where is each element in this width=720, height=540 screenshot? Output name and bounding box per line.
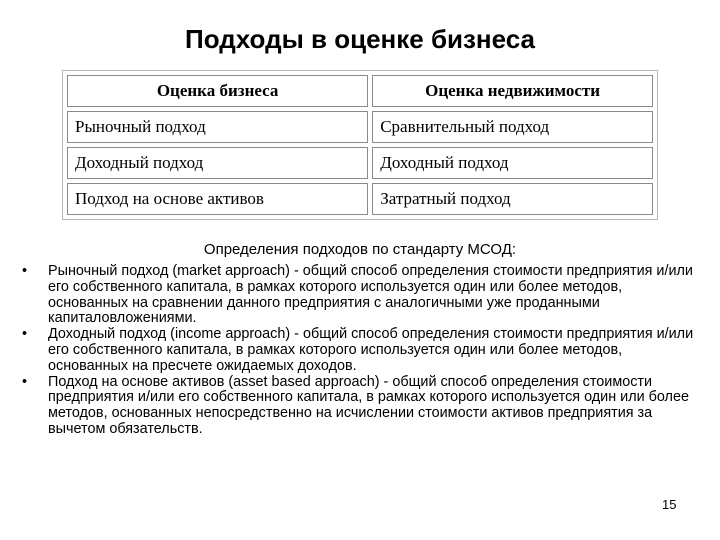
definition-market-approach: Рыночный подход (market approach) - общий способ определения стоимости предприятия и/или его собственного капитала, в рамках которого используется один или более методов, основанных на сравнении данного предприятия с аналогичными уже проданными капиталовложениями. — [48, 263, 693, 327]
bullet-icon: • — [22, 326, 28, 343]
table-cell: Доходный подход — [372, 147, 653, 179]
table-cell: Доходный подход — [67, 147, 368, 179]
approaches-table — [62, 70, 658, 220]
list-item — [22, 327, 702, 374]
bullet-icon: • — [22, 263, 28, 279]
table-cell: Подход на основе активов — [67, 183, 368, 215]
definitions-list — [22, 264, 702, 438]
list-item — [22, 375, 702, 438]
definition-asset-approach: Подход на основе активов (asset based approach) - общий способ определения стоимости предприятия и/или его собственного капитала, в рамках которого используется один или более методов, основанных непосредственно на исчислении стоимости активов предприятия за вычетом обязательств. — [48, 373, 689, 437]
table-row — [67, 183, 653, 215]
slide-title: Подходы в оценке бизнеса — [185, 24, 535, 54]
list-item — [22, 264, 702, 327]
bullet-icon: • — [22, 373, 28, 390]
definitions-subtitle: Определения подходов по стандарту МСОД: — [203, 241, 517, 258]
table-cell: Сравнительный подход — [372, 111, 653, 143]
table-row — [67, 147, 653, 179]
definition-income-approach: Доходный подход (income approach) - общий способ определения стоимости предприятия и/или его собственного капитала, в рамках которого используется один или более методов, основанных на пресчете ожидаемых доходов. — [48, 326, 694, 374]
page-number: 15 — [662, 497, 677, 512]
header-business-valuation: Оценка бизнеса — [67, 75, 368, 107]
table-header-row — [67, 75, 653, 107]
header-real-estate-valuation: Оценка недвижимости — [372, 75, 653, 107]
table-cell: Рыночный подход — [67, 111, 368, 143]
table-row — [67, 111, 653, 143]
table-cell: Затратный подход — [372, 183, 653, 215]
